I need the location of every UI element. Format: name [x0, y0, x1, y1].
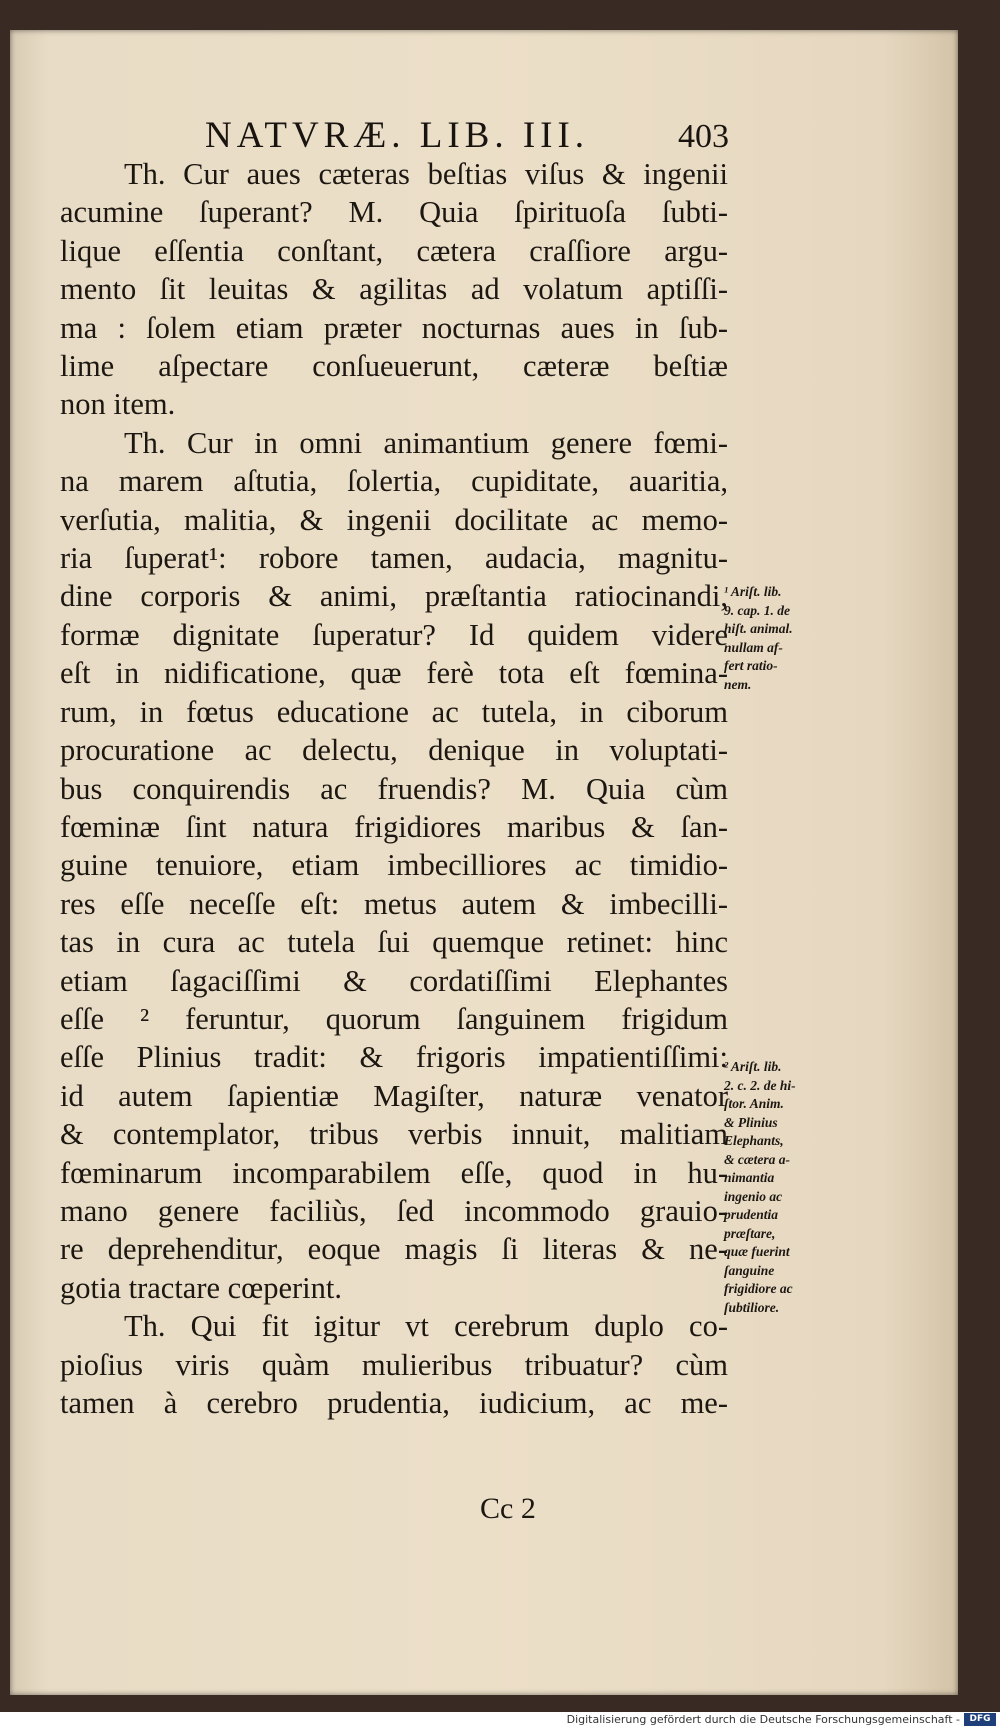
- text-line: Th. Qui fit igitur vt cerebrum duplo co-: [124, 1309, 728, 1344]
- note-line: & Plinius: [724, 1114, 778, 1130]
- note-line: nullam af-: [724, 639, 783, 655]
- note-line: Elephants,: [724, 1133, 784, 1148]
- text-line: guine tenuiore, etiam imbecilliores ac timidio-: [60, 848, 728, 883]
- text-line: res eſſe neceſſe eſt: metus autem & imbecilli-: [60, 886, 728, 921]
- text-line: acumine ſuperant? M. Quia ſpirituoſa ſubti-: [60, 195, 728, 230]
- paragraph-1: [60, 155, 728, 424]
- note-line: frigidiore ac: [724, 1281, 793, 1296]
- text-line: na marem aſtutia, ſolertia, cupiditate, auaritia,: [60, 464, 728, 499]
- margin-note-2: [724, 1058, 854, 1317]
- note-line: 2. c. 2. de hi-: [724, 1077, 796, 1093]
- note-line: nimantia: [724, 1170, 775, 1185]
- text-line: etiam ſagaciſſimi & cordatiſſimi Elephantes: [60, 963, 728, 998]
- page-header: [0, 114, 1000, 158]
- text-line: eſſe ² feruntur, quorum ſanguinem frigidum: [60, 1001, 728, 1036]
- text-line: lime aſpectare conſueuerunt, cæteræ beſtiæ: [60, 349, 728, 384]
- text-line: tas in cura ac tutela ſui quemque retinet: hinc: [60, 925, 728, 960]
- note-line: ingenio ac: [724, 1188, 783, 1204]
- note-line: quæ fuerint: [724, 1244, 790, 1259]
- note-line: ſanguine: [724, 1262, 775, 1278]
- text-line: fœminæ ſint natura frigidiores maribus & ſan-: [60, 809, 728, 844]
- paragraph-2: [60, 424, 728, 1307]
- text-line: lique eſſentia conſtant, cætera craſſiore argu-: [60, 233, 728, 268]
- text-line: fœminarum incomparabilem eſſe, quod in hu-: [60, 1155, 728, 1190]
- note-line: hiſt. animal.: [724, 621, 793, 636]
- text-line: mento ſit leuitas & agilitas ad volatum aptiſſi-: [60, 272, 728, 307]
- dfg-logo-icon: DFG: [964, 1713, 996, 1726]
- text-line: procuratione ac delectu, denique in voluptati-: [60, 733, 728, 768]
- text-line: formæ dignitate ſuperatur? Id quidem videre: [60, 617, 728, 652]
- paragraph-3: [60, 1307, 728, 1422]
- note-line: nem.: [724, 676, 752, 692]
- text-line: mano genere faciliùs, ſed incommodo grauio-: [60, 1193, 728, 1228]
- text-line: ma : ſolem etiam præter nocturnas aues in ſub-: [60, 310, 728, 345]
- text-line: ria ſuperat¹: robore tamen, audacia, magnitu-: [60, 541, 728, 576]
- note-line: fert ratio-: [724, 658, 778, 673]
- text-line: tamen à cerebro prudentia, iudicium, ac me-: [60, 1386, 728, 1420]
- text-line: eſt in nidificatione, quæ ferè tota eſt fœmina-: [60, 656, 728, 691]
- text-line: rum, in fœtus educatione ac tutela, in ciborum: [60, 694, 728, 729]
- note-line: ſubtiliore.: [724, 1299, 780, 1315]
- text-line: non item.: [60, 387, 176, 422]
- text-line: bus conquirendis ac fruendis? M. Quia cùm: [60, 771, 728, 806]
- text-line: verſutia, malitia, & ingenii docilitate ac memo-: [60, 502, 728, 537]
- signature-mark: Cc 2: [480, 1492, 536, 1525]
- digitization-credit: Digitalisierung gefördert durch die Deutsche Forschungsgemeinschaft -: [566, 1713, 960, 1726]
- note-line: præſtare,: [724, 1225, 776, 1241]
- text-line: Th. Cur aues cæteras beſtias viſus & ingenii: [124, 157, 728, 191]
- running-title: NATVRÆ. LIB. III.: [205, 115, 590, 156]
- note-line: ¹ Ariſt. lib.: [724, 584, 782, 599]
- page-number: 403: [678, 118, 729, 155]
- text-line: re deprehenditur, eoque magis ſi literas & ne-: [60, 1232, 728, 1267]
- text-line: pioſius viris quàm mulieribus tribuatur? cùm: [60, 1347, 728, 1382]
- note-line: & cætera a-: [724, 1151, 790, 1167]
- note-line: ſtor. Anim.: [724, 1096, 784, 1111]
- text-line: eſſe Plinius tradit: & frigoris impatientiſſimi:: [60, 1040, 728, 1075]
- margin-note-1: [724, 583, 854, 694]
- note-line: ² Ariſt. lib.: [724, 1059, 782, 1074]
- text-line: dine corporis & animi, præſtantia ratiocinandi,: [60, 579, 728, 614]
- note-line: prudentia: [724, 1207, 779, 1222]
- text-line: & contemplator, tribus verbis innuit, malitiam: [60, 1117, 728, 1152]
- text-line: Th. Cur in omni animantium genere fœmi-: [124, 425, 728, 460]
- text-line: gotia tractare cœperint.: [60, 1270, 342, 1305]
- body-text: [60, 155, 728, 1422]
- text-line: id autem ſapientiæ Magiſter, naturæ venator: [60, 1078, 728, 1113]
- note-line: 9. cap. 1. de: [724, 602, 790, 618]
